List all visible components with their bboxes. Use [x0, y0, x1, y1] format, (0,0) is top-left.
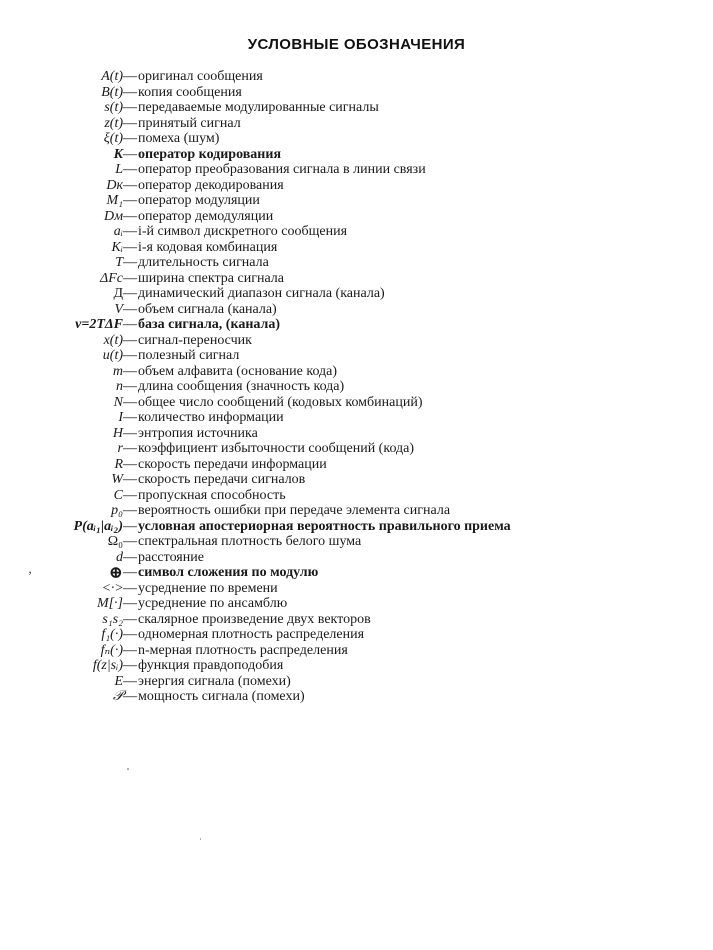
notation-symbol: Dк	[106, 177, 123, 193]
notation-description: пропускная способность	[138, 487, 286, 503]
notation-row	[0, 519, 713, 535]
em-dash-separator: —	[123, 363, 137, 379]
em-dash-separator: —	[123, 379, 137, 394]
em-dash-separator: —	[123, 673, 137, 689]
notation-symbol: <·>	[102, 580, 123, 596]
notation-row	[0, 116, 713, 132]
em-dash-separator: —	[123, 611, 137, 627]
notation-description: i-й символ дискретного сообщения	[138, 224, 348, 239]
notation-row	[0, 410, 713, 426]
notation-row	[0, 131, 713, 147]
notation-description: оператор декодирования	[138, 177, 284, 193]
notation-symbol: m	[112, 363, 123, 379]
em-dash-separator: —	[123, 503, 137, 518]
notation-row	[0, 426, 713, 442]
notation-symbol: ⊕	[108, 563, 123, 582]
notation-description: длина сообщения (значность кода)	[138, 379, 345, 394]
notation-description: помеха (шум)	[138, 131, 220, 146]
notation-description: передаваемые модулированные сигналы	[138, 100, 379, 115]
em-dash-separator: —	[123, 131, 137, 146]
em-dash-separator: —	[123, 332, 137, 348]
em-dash-separator: —	[123, 689, 137, 704]
notation-description: вероятность ошибки при передаче элемента сигнала	[138, 503, 451, 518]
notation-description: оператор демодуляции	[138, 208, 274, 224]
notation-row	[0, 565, 713, 581]
em-dash-separator: —	[123, 177, 137, 193]
notation-description: копия сообщения	[138, 84, 242, 100]
em-dash-separator: —	[123, 549, 137, 565]
notation-symbol: L	[115, 162, 123, 177]
em-dash-separator: —	[123, 441, 137, 456]
notation-symbol: W	[111, 472, 123, 487]
notation-row	[0, 534, 713, 550]
notation-symbol: r	[117, 441, 123, 456]
em-dash-separator: —	[123, 84, 137, 100]
notation-row	[0, 488, 713, 504]
notation-symbol: Д	[113, 286, 123, 301]
em-dash-separator: —	[123, 534, 137, 549]
notation-description: база сигнала, (канала)	[138, 317, 281, 332]
em-dash-separator: —	[123, 487, 137, 503]
notation-description: энергия сигнала (помехи)	[138, 673, 291, 689]
notation-symbol: T	[115, 255, 123, 270]
notation-symbol: v=2TΔF	[75, 317, 123, 332]
notation-row	[0, 627, 713, 643]
notation-row	[0, 224, 713, 240]
scan-artifact: ʼ	[27, 568, 32, 583]
notation-row	[0, 333, 713, 349]
notation-symbol: R	[114, 456, 123, 472]
em-dash-separator: —	[123, 100, 137, 115]
notation-row	[0, 658, 713, 674]
em-dash-separator: —	[123, 348, 137, 363]
notation-symbol: ξ(t)	[103, 131, 123, 146]
notation-description: скалярное произведение двух векторов	[138, 611, 371, 627]
notation-description: принятый сигнал	[138, 115, 241, 131]
em-dash-separator: —	[123, 596, 137, 611]
scan-speck	[127, 768, 129, 770]
notation-symbol: Ω₀	[107, 534, 123, 549]
notation-symbol: P(aᵢ₁|aᵢ₂)	[73, 518, 123, 534]
notation-symbol: E	[114, 673, 123, 689]
notation-row	[0, 178, 713, 194]
notation-symbol: d	[116, 549, 123, 565]
em-dash-separator: —	[123, 301, 137, 317]
notation-description: i-я кодовая комбинация	[138, 239, 278, 255]
notation-row	[0, 302, 713, 318]
notation-row	[0, 85, 713, 101]
em-dash-separator: —	[123, 580, 137, 596]
notation-row	[0, 550, 713, 566]
notation-row	[0, 472, 713, 488]
notation-description: сигнал-переносчик	[138, 332, 252, 348]
em-dash-separator: —	[123, 658, 137, 673]
em-dash-separator: —	[123, 69, 137, 84]
notation-row	[0, 457, 713, 473]
notation-description: оператор преобразования сигнала в линии связи	[138, 162, 426, 177]
em-dash-separator: —	[123, 627, 137, 642]
notation-symbol: C	[113, 487, 123, 503]
em-dash-separator: —	[123, 162, 137, 177]
notation-symbol: 𝒫	[112, 689, 123, 704]
notation-row	[0, 271, 713, 287]
notation-row	[0, 286, 713, 302]
em-dash-separator: —	[123, 270, 137, 286]
notation-description: скорость передачи информации	[138, 456, 327, 472]
notation-row	[0, 364, 713, 380]
notation-symbol: Kᵢ	[111, 239, 123, 255]
notation-symbol: f₁(·)	[101, 627, 123, 642]
notation-description: коэффициент избыточности сообщений (кода)	[138, 441, 415, 456]
notation-symbol: H	[112, 425, 123, 441]
em-dash-separator: —	[123, 239, 137, 255]
em-dash-separator: —	[123, 425, 137, 441]
notation-symbol: Dм	[103, 208, 123, 224]
em-dash-separator: —	[123, 565, 137, 580]
notation-symbol: f(z|sᵢ)	[92, 658, 123, 673]
notation-row	[0, 441, 713, 457]
notation-description: спектральная плотность белого шума	[138, 534, 362, 549]
notation-description: функция правдоподобия	[138, 658, 284, 673]
notation-symbol: n	[116, 379, 123, 394]
notation-description: расстояние	[138, 549, 204, 565]
em-dash-separator: —	[123, 255, 137, 270]
notation-description: объем алфавита (основание кода)	[138, 363, 338, 379]
notation-description: оператор кодирования	[138, 146, 282, 162]
notation-description: усреднение по времени	[138, 580, 278, 596]
notation-description: одномерная плотность распределения	[138, 627, 365, 642]
em-dash-separator: —	[123, 115, 137, 131]
notation-row	[0, 100, 713, 116]
em-dash-separator: —	[123, 642, 137, 658]
notation-row	[0, 596, 713, 612]
notation-symbol: A(t)	[101, 69, 123, 84]
notation-list	[0, 69, 713, 705]
em-dash-separator: —	[123, 456, 137, 472]
notation-symbol: N	[113, 394, 123, 410]
notation-symbol: ΔFc	[100, 270, 123, 286]
em-dash-separator: —	[123, 394, 137, 410]
notation-row	[0, 503, 713, 519]
em-dash-separator: —	[123, 193, 137, 208]
notation-description: символ сложения по модулю	[138, 565, 319, 580]
notation-symbol: s₁s₂	[102, 611, 123, 627]
notation-row	[0, 643, 713, 659]
notation-description: энтропия источника	[138, 425, 258, 441]
notation-row	[0, 162, 713, 178]
notation-row	[0, 581, 713, 597]
em-dash-separator: —	[123, 410, 137, 425]
notation-description: оригинал сообщения	[138, 69, 263, 84]
notation-symbol: B(t)	[101, 84, 123, 100]
notation-row	[0, 69, 713, 85]
notation-description: ширина спектра сигнала	[138, 270, 284, 286]
em-dash-separator: —	[123, 224, 137, 239]
notation-row	[0, 395, 713, 411]
notation-description: условная апостериорная вероятность правильного приема	[138, 518, 511, 534]
notation-symbol: M₁	[106, 193, 123, 208]
notation-row	[0, 612, 713, 628]
notation-row	[0, 147, 713, 163]
notation-description: полезный сигнал	[138, 348, 240, 363]
em-dash-separator: —	[123, 208, 137, 224]
notation-row	[0, 674, 713, 690]
notation-row	[0, 689, 713, 705]
notation-symbol: aᵢ	[113, 224, 123, 239]
notation-symbol: I	[118, 410, 123, 425]
notation-symbol: p₀	[111, 503, 123, 518]
notation-row	[0, 379, 713, 395]
notation-symbol: fₙ(·)	[100, 642, 123, 658]
notation-row	[0, 348, 713, 364]
notation-row	[0, 317, 713, 333]
em-dash-separator: —	[123, 518, 137, 534]
notation-row	[0, 193, 713, 209]
em-dash-separator: —	[123, 317, 137, 332]
em-dash-separator: —	[123, 146, 137, 162]
notation-symbol: x(t)	[103, 332, 123, 348]
notation-description: мощность сигнала (помехи)	[138, 689, 305, 704]
em-dash-separator: —	[123, 472, 137, 487]
em-dash-separator: —	[123, 286, 137, 301]
notation-row	[0, 209, 713, 225]
notation-description: объем сигнала (канала)	[138, 301, 277, 317]
notation-symbol: M[·]	[96, 596, 123, 611]
notation-description: усреднение по ансамблю	[138, 596, 288, 611]
notation-description: общее число сообщений (кодовых комбинаций)	[138, 394, 423, 410]
notation-symbol: K	[113, 146, 123, 162]
notation-row	[0, 240, 713, 256]
scan-speck	[200, 838, 201, 840]
notation-description: длительность сигнала	[138, 255, 269, 270]
notation-row	[0, 255, 713, 271]
notation-symbol: u(t)	[102, 348, 123, 363]
notation-description: n-мерная плотность распределения	[138, 642, 348, 658]
notation-symbol: s(t)	[104, 100, 123, 115]
notation-symbol: V	[114, 301, 123, 317]
page-title: УСЛОВНЫЕ ОБОЗНАЧЕНИЯ	[247, 36, 466, 53]
notation-symbol: z(t)	[104, 115, 123, 131]
notation-description: скорость передачи сигналов	[138, 472, 306, 487]
notation-description: динамический диапазон сигнала (канала)	[138, 286, 385, 301]
notation-description: количество информации	[138, 410, 284, 425]
notation-description: оператор модуляции	[138, 193, 260, 208]
